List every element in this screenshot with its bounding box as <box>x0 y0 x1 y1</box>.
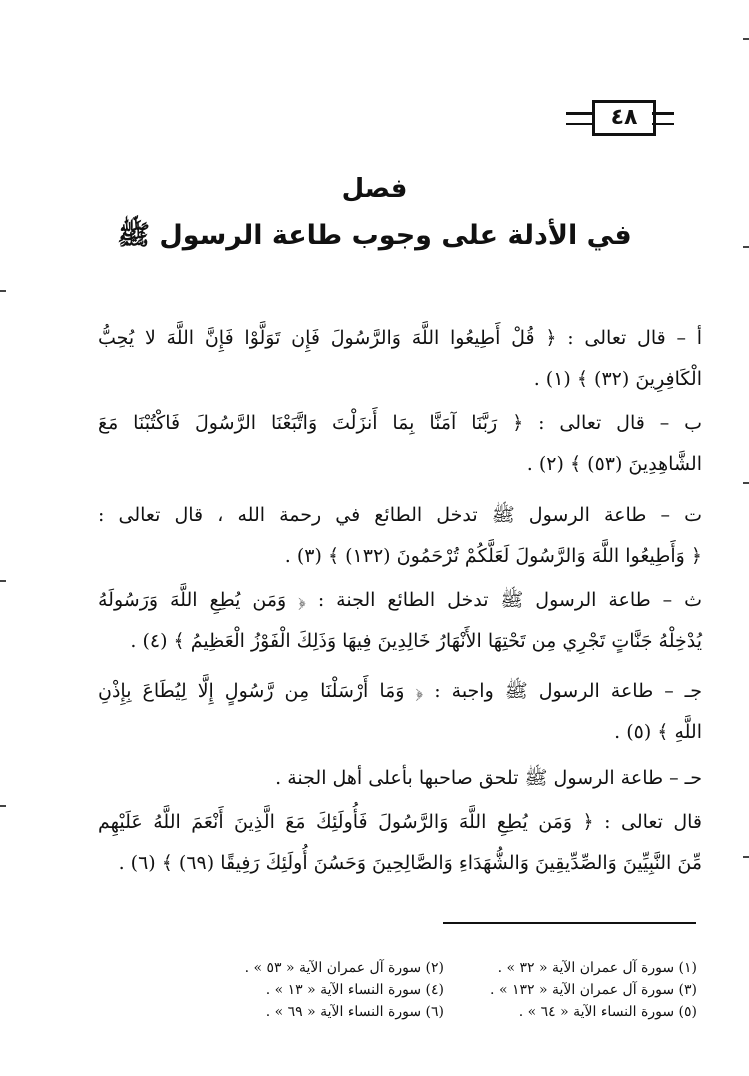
scan-mark <box>743 482 749 484</box>
paragraph-line: ت – طاعة الرسول ﷺ تدخل الطائع في رحمة الله ، قال تعالى : <box>98 504 702 526</box>
paragraph-line: جـ – طاعة الرسول ﷺ واجبة : ﴿ وَمَا أَرْسَلْنَا مِن رَّسُولٍ إِلَّا لِيُطَاعَ بِإِذْنِ <box>98 680 702 702</box>
scan-mark <box>743 856 749 858</box>
page-number-frame <box>566 100 674 134</box>
page-number-rule-right <box>652 112 674 125</box>
footnote: (٢) سورة آل عمران الآية « ٥٣ » . <box>244 960 444 976</box>
page-number-rule-left <box>566 112 592 125</box>
paragraph-line: ب – قال تعالى : ﴿ رَبَّنَا آمَنَّا بِمَا أَنزَلْتَ وَاتَّبَعْنَا الرَّسُولَ فَاكْتُبْنَا مَعَ <box>98 412 702 434</box>
paragraph-line: الشَّاهِدِينَ (٥٣) ﴾ (٢) . <box>526 453 702 475</box>
footnote: (٣) سورة آل عمران الآية « ١٣٢ » . <box>490 982 697 998</box>
footnote-row <box>190 979 697 1001</box>
page-number: ٤٨ <box>592 100 656 136</box>
scan-mark <box>0 290 6 292</box>
paragraph-line: يُدْخِلْهُ جَنَّاتٍ تَجْرِي مِن تَحْتِهَا الأَنْهَارُ خَالِدِينَ فِيهَا وَذَلِكَ الْفَوْزُ الْعَظِيمُ ﴾ (٤) . <box>130 630 702 652</box>
paragraph-ha <box>98 758 702 799</box>
footnote-row <box>190 1001 697 1023</box>
paragraph-line: قال تعالى : ﴿ وَمَن يُطِعِ اللَّهَ وَالرَّسُولَ فَأُولَئِكَ مَعَ الَّذِينَ أَنْعَمَ اللَّهُ عَلَيْهِم <box>98 811 702 833</box>
paragraph-line: حـ – طاعة الرسول ﷺ تلحق صاحبها بأعلى أهل الجنة . <box>275 767 702 789</box>
paragraph-alif <box>98 318 702 400</box>
paragraph-tha <box>98 580 702 662</box>
scan-mark <box>0 805 6 807</box>
paragraph-ta <box>98 495 702 577</box>
footnote: (٤) سورة النساء الآية « ١٣ » . <box>265 982 444 998</box>
footnote: (١) سورة آل عمران الآية « ٣٢ » . <box>497 960 697 976</box>
paragraph-line: مِّنَ النَّبِيِّينَ وَالصِّدِّيقِينَ وَالشُّهَدَاءِ وَالصَّالِحِينَ وَحَسُنَ أُولَئِكَ رَفِيقًا (٦٩) ﴾ (٦) . <box>118 852 702 874</box>
footnotes <box>190 957 697 1023</box>
footnote-divider <box>443 922 696 924</box>
scan-mark <box>743 246 749 248</box>
paragraph-line: اللَّهِ ﴾ (٥) . <box>614 721 702 743</box>
paragraph-line: ث – طاعة الرسول ﷺ تدخل الطائع الجنة : ﴿ وَمَن يُطِعِ اللَّهَ وَرَسُولَهُ <box>98 589 702 611</box>
paragraph-verse <box>98 802 702 884</box>
footnote-row <box>190 957 697 979</box>
paragraph-ba <box>98 403 702 485</box>
section-subtitle: في الأدلة على وجوب طاعة الرسول ﷺ <box>117 220 632 251</box>
scan-mark <box>743 38 749 40</box>
paragraph-jim <box>98 671 702 753</box>
footnote: (٦) سورة النساء الآية « ٦٩ » . <box>265 1004 444 1020</box>
scan-mark <box>0 580 6 582</box>
paragraph-line: ﴿ وَأَطِيعُوا اللَّهَ وَالرَّسُولَ لَعَلَّكُمْ تُرْحَمُونَ (١٣٢) ﴾ (٣) . <box>284 545 702 567</box>
paragraph-line: الْكَافِرِينَ (٣٢) ﴾ (١) . <box>533 368 702 390</box>
section-title: فصل <box>341 174 408 204</box>
footnote: (٥) سورة النساء الآية « ٦٤ » . <box>518 1004 697 1020</box>
paragraph-line: أ – قال تعالى : ﴿ قُلْ أَطِيعُوا اللَّهَ وَالرَّسُولَ فَإِن تَوَلَّوْا فَإِنَّ اللَّهَ لا يُحِبُّ <box>98 327 702 349</box>
